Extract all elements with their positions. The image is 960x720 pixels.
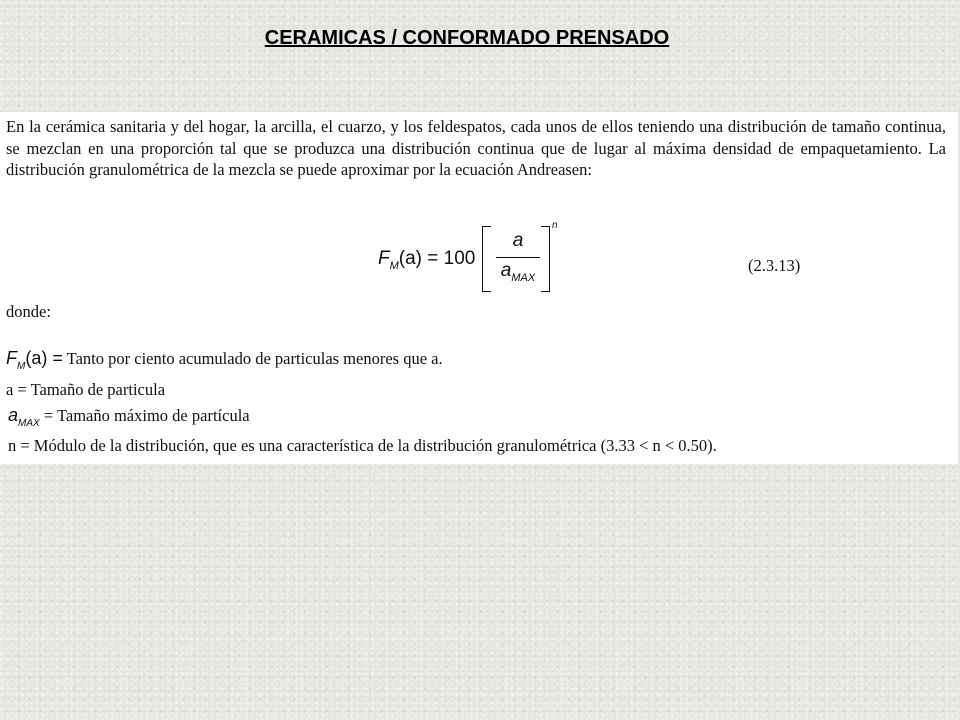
left-bracket bbox=[482, 226, 491, 292]
intro-paragraph: En la cerámica sanitaria y del hogar, la arcilla, el cuarzo, y los feldespatos, cada unos de ellos teniendo una distribución de tamaño continua, se mezclan en una proporción tal que se produzca una distribución continua que de lugar al máxima densidad de empaquetamiento. La distribución granulométrica de la mezcla se puede aproximar por la ecuación Andreasen: bbox=[6, 117, 946, 179]
amax-symbol: a bbox=[8, 405, 19, 425]
definition-amax bbox=[8, 405, 250, 429]
amax-subscript: MAX bbox=[18, 418, 40, 429]
definition-fm bbox=[6, 348, 443, 372]
fraction-line bbox=[496, 257, 540, 258]
content-panel bbox=[0, 112, 958, 464]
denominator-symbol: a bbox=[500, 260, 512, 281]
equation-lhs bbox=[378, 248, 475, 272]
definition-fm-symbol bbox=[6, 348, 63, 372]
equation-denominator bbox=[494, 260, 542, 284]
definition-n: n = Módulo de la distribución, que es una característica de la distribución granulométrica (3.33 < n < 0.50). bbox=[8, 436, 717, 455]
definition-a: a = Tamaño de particula bbox=[6, 380, 166, 399]
denominator-subscript: MAX bbox=[511, 272, 536, 284]
equation-numerator: a bbox=[512, 230, 524, 251]
slide-title: CERAMICAS / CONFORMADO PRENSADO bbox=[264, 27, 670, 49]
definition-amax-text: = Tamaño máximo de partícula bbox=[39, 406, 250, 425]
equation-number: (2.3.13) bbox=[748, 256, 801, 275]
definition-fm-text: Tanto por ciento acumulado de particulas menores que a. bbox=[62, 349, 443, 368]
fm-symbol: F bbox=[6, 348, 17, 368]
fm-subscript: M bbox=[17, 361, 26, 372]
equation-lhs-subscript: M bbox=[389, 260, 399, 272]
andreasen-equation bbox=[378, 220, 578, 296]
equation-lhs-symbol: F bbox=[378, 248, 390, 269]
donde-label: donde: bbox=[6, 302, 51, 321]
equation-lhs-arg: (a) = 100 bbox=[398, 248, 476, 269]
fm-suffix: (a) = bbox=[25, 348, 63, 368]
definition-amax-symbol bbox=[8, 405, 40, 429]
right-bracket bbox=[541, 226, 550, 292]
equation-exponent: n bbox=[552, 220, 558, 231]
